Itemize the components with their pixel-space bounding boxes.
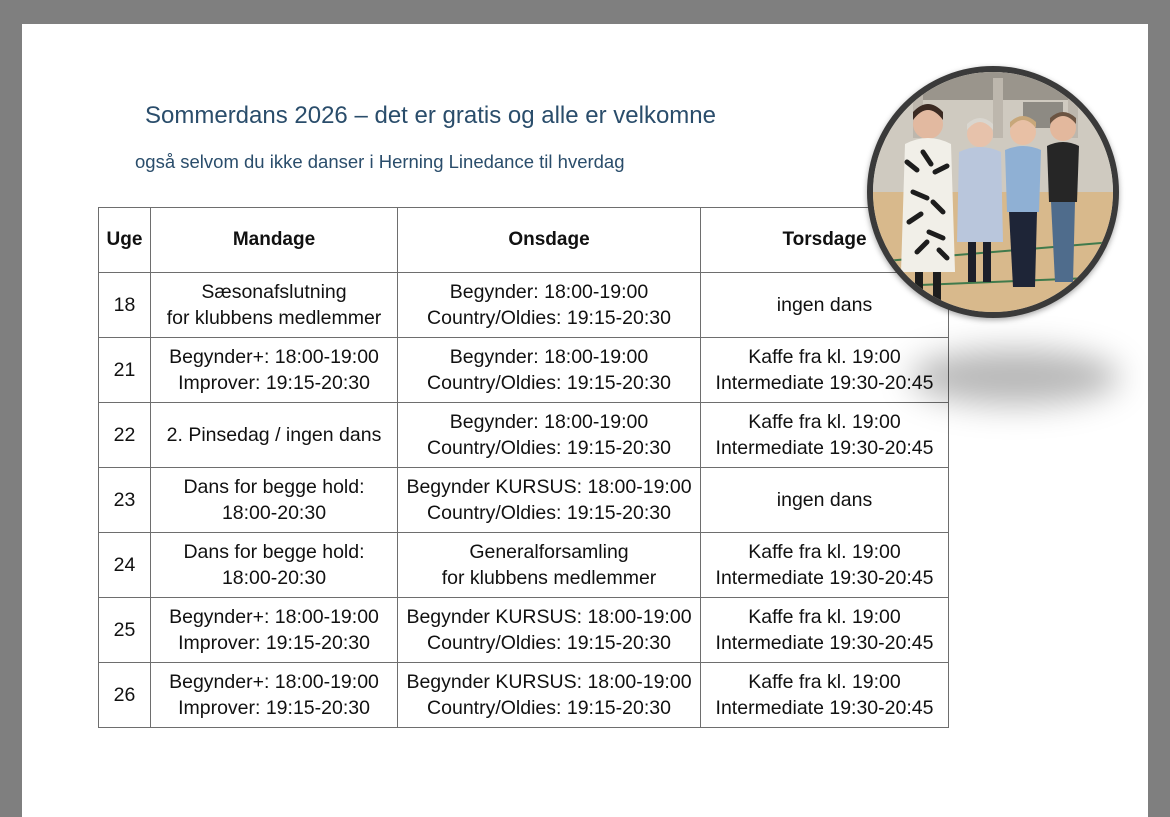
table-header-row (99, 208, 949, 273)
cell-thursday-line: Intermediate 19:30-20:45 (715, 567, 934, 589)
table-row (99, 598, 949, 663)
cell-thursday-line: Kaffe fra kl. 19:00 (748, 411, 901, 433)
table-row (99, 663, 949, 728)
table-row (99, 338, 949, 403)
cell-wednesday-line: Begynder: 18:00-19:00 (449, 281, 649, 303)
cell-thursday (701, 598, 949, 663)
group-photo (867, 66, 1119, 318)
cell-wednesday-line: Country/Oldies: 19:15-20:30 (427, 632, 671, 654)
cell-wednesday-line: for klubbens medlemmer (441, 567, 657, 589)
column-header-torsdage: Torsdage (701, 208, 949, 273)
cell-thursday-line: Kaffe fra kl. 19:00 (748, 606, 901, 628)
cell-thursday (701, 403, 949, 468)
table-row (99, 468, 949, 533)
cell-monday (151, 403, 398, 468)
cell-monday (151, 338, 398, 403)
cell-wednesday (398, 598, 701, 663)
cell-monday-line: Begynder+: 18:00-19:00 (169, 606, 379, 628)
cell-thursday-line: Intermediate 19:30-20:45 (715, 372, 934, 394)
cell-thursday-line: Intermediate 19:30-20:45 (715, 632, 934, 654)
table-row (99, 533, 949, 598)
page-title: Sommerdans 2026 – det er gratis og alle er velkomne (145, 102, 716, 129)
cell-wednesday-line: Begynder: 18:00-19:00 (449, 411, 649, 433)
cell-monday-line: for klubbens medlemmer (166, 307, 382, 329)
group-photo-image (873, 72, 1113, 312)
cell-wednesday (398, 338, 701, 403)
cell-monday (151, 273, 398, 338)
cell-monday-line: Improver: 19:15-20:30 (178, 697, 370, 719)
cell-wednesday (398, 663, 701, 728)
cell-monday (151, 468, 398, 533)
column-header-onsdage: Onsdage (398, 208, 701, 273)
cell-wednesday (398, 273, 701, 338)
cell-thursday-line: ingen dans (776, 294, 873, 316)
cell-wednesday (398, 468, 701, 533)
cell-monday-line: Begynder+: 18:00-19:00 (169, 346, 379, 368)
cell-monday-line: Dans for begge hold: (183, 476, 365, 498)
cell-week: 23 (99, 468, 151, 533)
cell-monday-line: 2. Pinsedag / ingen dans (166, 424, 382, 446)
cell-thursday-line: Intermediate 19:30-20:45 (715, 437, 934, 459)
page-subtitle: også selvom du ikke danser i Herning Linedance til hverdag (135, 151, 625, 172)
schedule-table (98, 207, 949, 728)
photo-shadow (910, 349, 1120, 405)
cell-thursday-line: Kaffe fra kl. 19:00 (748, 346, 901, 368)
cell-wednesday-line: Begynder: 18:00-19:00 (449, 346, 649, 368)
cell-monday (151, 663, 398, 728)
cell-week: 22 (99, 403, 151, 468)
cell-week: 25 (99, 598, 151, 663)
cell-monday-line: Improver: 19:15-20:30 (178, 632, 370, 654)
cell-week: 26 (99, 663, 151, 728)
column-header-mandage: Mandage (151, 208, 398, 273)
cell-monday (151, 533, 398, 598)
cell-thursday (701, 468, 949, 533)
cell-thursday (701, 338, 949, 403)
cell-monday-line: Improver: 19:15-20:30 (178, 372, 370, 394)
schedule-body (99, 273, 949, 728)
cell-wednesday-line: Country/Oldies: 19:15-20:30 (427, 307, 671, 329)
cell-wednesday (398, 403, 701, 468)
cell-wednesday-line: Begynder KURSUS: 18:00-19:00 (406, 606, 692, 628)
cell-monday-line: Sæsonafslutning (201, 281, 347, 303)
cell-thursday-line: Intermediate 19:30-20:45 (715, 697, 934, 719)
cell-thursday-line: ingen dans (776, 489, 873, 511)
cell-monday-line: 18:00-20:30 (221, 567, 327, 589)
cell-thursday-line: Kaffe fra kl. 19:00 (748, 671, 901, 693)
cell-week: 24 (99, 533, 151, 598)
cell-thursday-line: Kaffe fra kl. 19:00 (748, 541, 901, 563)
cell-wednesday-line: Country/Oldies: 19:15-20:30 (427, 697, 671, 719)
table-row (99, 403, 949, 468)
cell-monday-line: Begynder+: 18:00-19:00 (169, 671, 379, 693)
table-row (99, 273, 949, 338)
cell-wednesday-line: Begynder KURSUS: 18:00-19:00 (406, 671, 692, 693)
cell-wednesday-line: Country/Oldies: 19:15-20:30 (427, 502, 671, 524)
cell-thursday (701, 663, 949, 728)
cell-week: 18 (99, 273, 151, 338)
cell-monday-line: Dans for begge hold: (183, 541, 365, 563)
document-page (22, 24, 1148, 817)
cell-wednesday-line: Country/Oldies: 19:15-20:30 (427, 372, 671, 394)
cell-wednesday-line: Generalforsamling (469, 541, 629, 563)
cell-week: 21 (99, 338, 151, 403)
cell-monday-line: 18:00-20:30 (221, 502, 327, 524)
column-header-uge: Uge (99, 208, 151, 273)
cell-wednesday-line: Country/Oldies: 19:15-20:30 (427, 437, 671, 459)
cell-monday (151, 598, 398, 663)
cell-wednesday-line: Begynder KURSUS: 18:00-19:00 (406, 476, 692, 498)
cell-thursday (701, 533, 949, 598)
cell-wednesday (398, 533, 701, 598)
